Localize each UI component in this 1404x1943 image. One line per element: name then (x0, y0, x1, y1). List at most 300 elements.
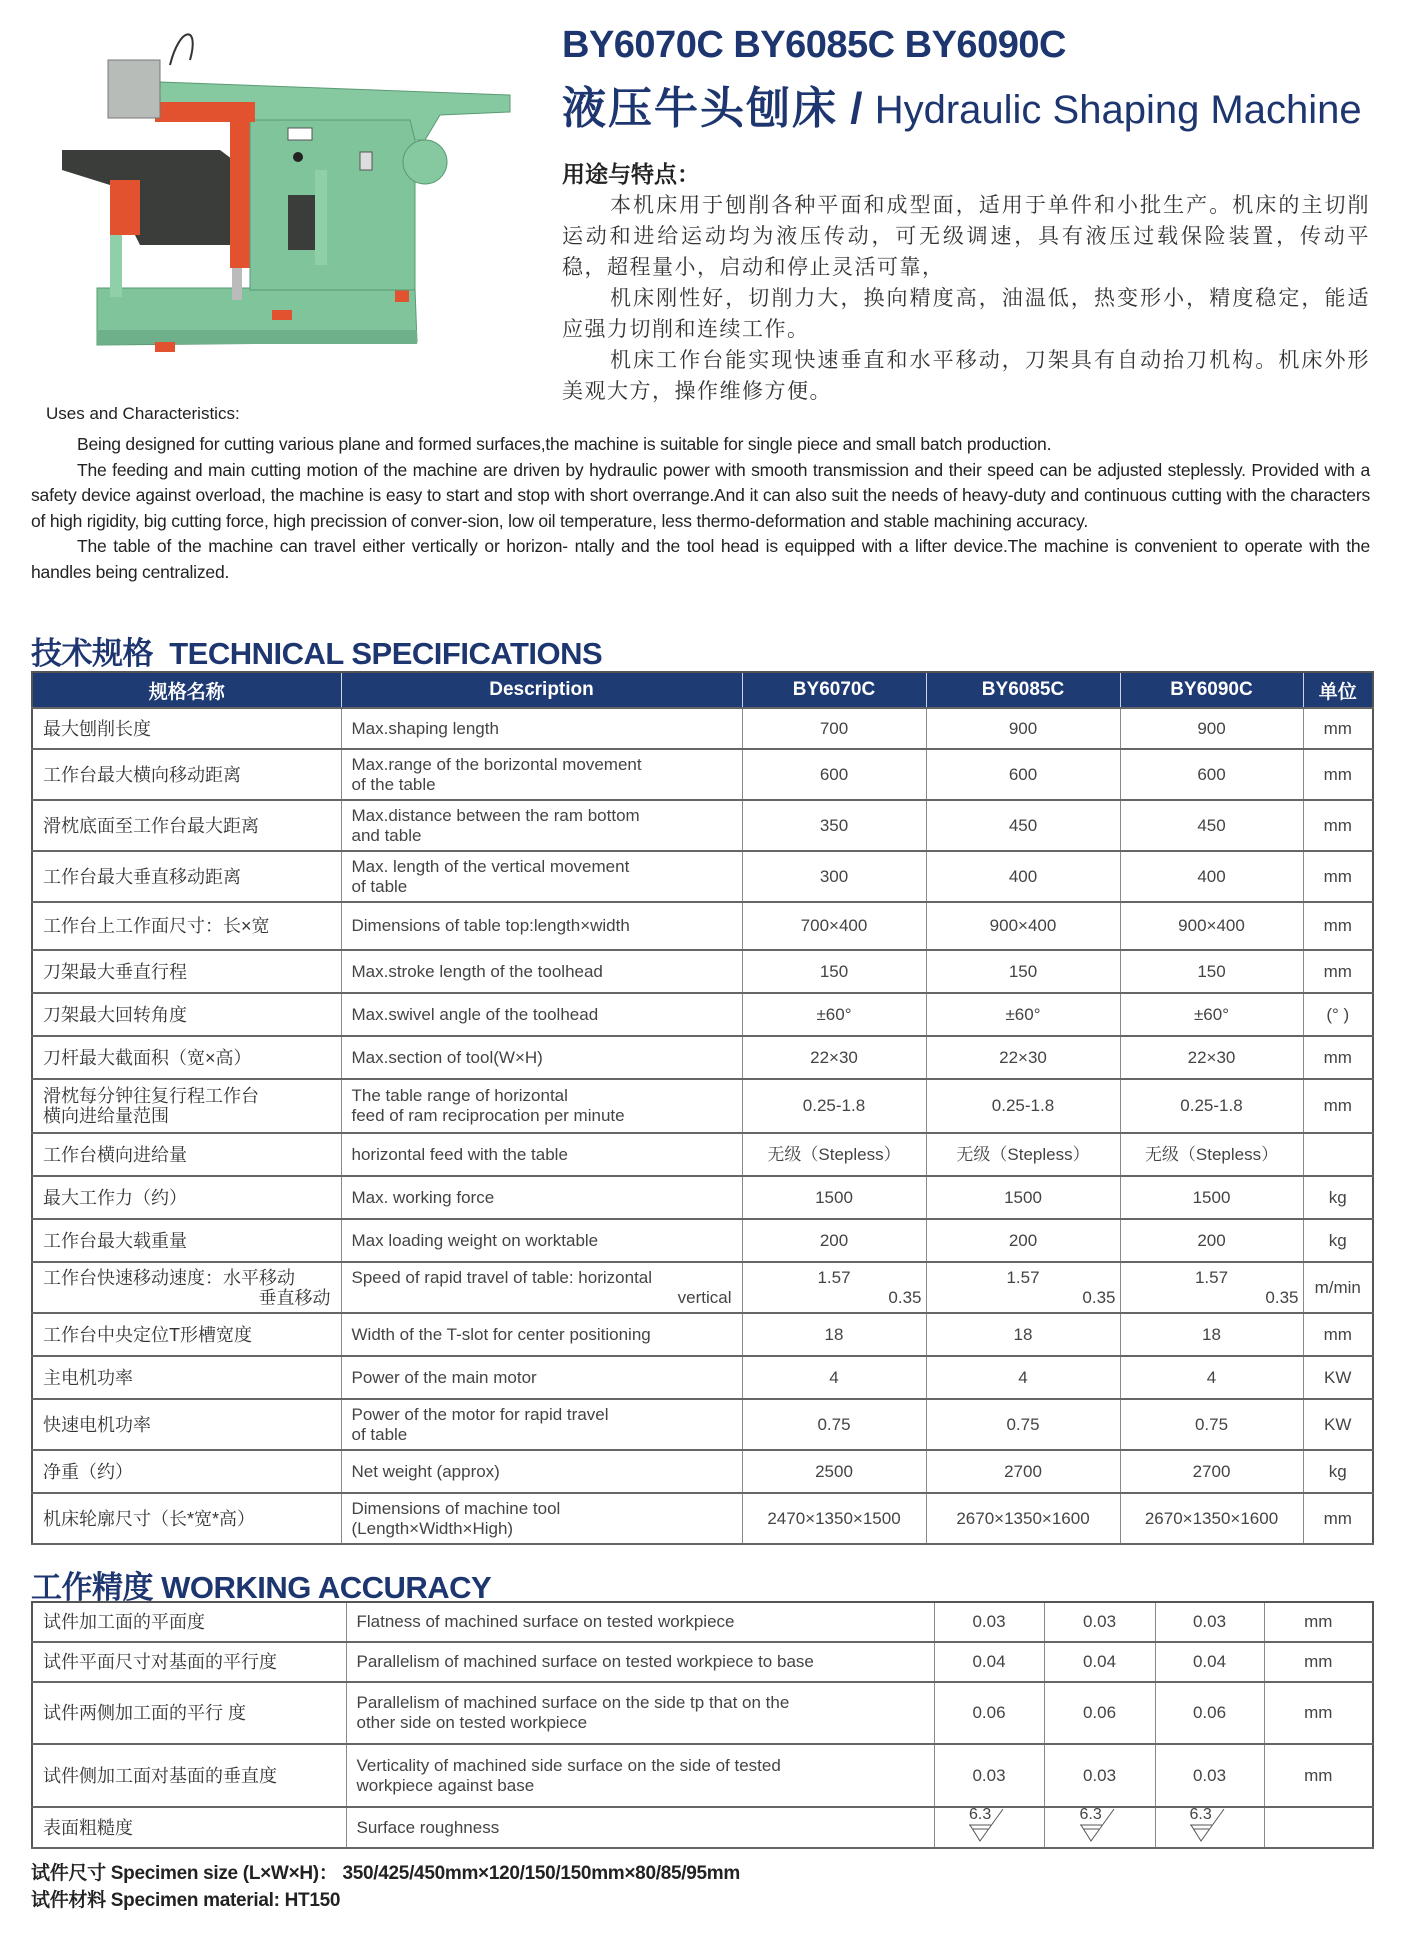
value-cell (1120, 902, 1303, 950)
value-cell-line: ±60° (1193, 1004, 1230, 1024)
column-header-description: Description (341, 672, 742, 708)
surface-roughness-symbol-icon (1078, 1808, 1122, 1842)
spec-name-cell (32, 1744, 346, 1807)
uses-heading-chinese: 用途与特点： (562, 161, 700, 187)
value-cell (926, 1219, 1120, 1262)
unit-cell-line: mm (1323, 815, 1352, 835)
description-cell (341, 1079, 742, 1133)
value-cell (926, 851, 1120, 902)
value-cell (926, 902, 1120, 950)
description-cell-line: Max.range of the borizontal movement (351, 754, 642, 774)
value-cell (1120, 1450, 1303, 1493)
value-cell-line: 1500 (1192, 1187, 1231, 1207)
table-row (32, 749, 1373, 800)
spec-name-cell (32, 993, 341, 1036)
value-cell-line: 2670×1350×1600 (1144, 1508, 1279, 1528)
description-cell-line: of table (351, 1424, 408, 1444)
table-header-row (32, 672, 1373, 708)
description-cell (341, 749, 742, 800)
unit-cell-line: mm (1323, 1096, 1352, 1115)
spec-name-cell (32, 1356, 341, 1399)
table-row (32, 708, 1373, 749)
description-cell-line: Power of the main motor (351, 1367, 537, 1387)
unit-cell-line: KW (1324, 1367, 1352, 1387)
value-cell-line: 2670×1350×1600 (956, 1508, 1090, 1528)
value-cell-line: 200 (1197, 1230, 1226, 1250)
value-cell (742, 902, 926, 950)
unit-cell (1303, 1262, 1373, 1313)
spec-name-cell-line: 工作台最大横向移动距离 (43, 764, 241, 785)
unit-cell (1303, 993, 1373, 1036)
spec-name-cell (32, 800, 341, 851)
heading-chinese: 工作精度 (31, 1570, 153, 1605)
value-cell (1120, 708, 1303, 749)
value-cell (926, 1399, 1120, 1450)
unit-cell-line: KW (1324, 1414, 1352, 1434)
spec-name-cell (32, 1399, 341, 1450)
unit-cell-line: mm (1323, 961, 1352, 981)
spec-name-cell (32, 1262, 341, 1313)
value-cell (742, 1313, 926, 1356)
value-cell (926, 1493, 1120, 1544)
spec-name-cell-line: 主电机功率 (43, 1367, 133, 1388)
value-cell (1120, 1356, 1303, 1399)
value-cell-line: 400 (1008, 866, 1038, 886)
spec-name-cell (32, 1682, 346, 1744)
description-cell-line: Max.distance between the ram bottom (351, 805, 640, 825)
value-cell-line: 4 (829, 1367, 839, 1387)
spec-name-cell (32, 1079, 341, 1133)
roughness-cell (1044, 1807, 1155, 1848)
value-cell-line: 0.35 (888, 1287, 922, 1307)
unit-cell (1303, 749, 1373, 800)
value-cell-line: 0.75 (1194, 1414, 1229, 1434)
description-cell (341, 1262, 742, 1313)
value-cell (934, 1682, 1044, 1744)
title-chinese: 液压牛头刨床 (562, 84, 838, 133)
spec-name-cell-line: 快速电机功率 (43, 1414, 151, 1435)
description-cell-line: Max. length of the vertical movement (351, 856, 630, 876)
spec-name-cell-line: 最大工作力（约） (43, 1187, 187, 1208)
surface-roughness-symbol-icon (1188, 1808, 1232, 1842)
spec-name-cell-line: 净重（约） (43, 1461, 133, 1482)
description-cell-line: workpiece against base (356, 1775, 535, 1795)
unit-cell (1264, 1602, 1373, 1642)
roughness-value: 6.3 (1189, 1806, 1212, 1823)
value-cell-line: 700×400 (800, 916, 868, 935)
table-row (32, 1807, 1373, 1848)
column-header-by6090c: BY6090C (1120, 672, 1303, 708)
table-row (32, 1313, 1373, 1356)
unit-cell-line: mm (1323, 1047, 1352, 1067)
table-row (32, 1450, 1373, 1493)
spec-name-cell (32, 708, 341, 749)
value-cell (1120, 1313, 1303, 1356)
value-cell-line: 700 (819, 718, 849, 738)
description-cell (341, 1133, 742, 1176)
value-cell-line: 0.06 (1192, 1703, 1227, 1722)
description-cell (346, 1744, 934, 1807)
value-cell (742, 708, 926, 749)
table-row (32, 1602, 1373, 1642)
value-cell (934, 1602, 1044, 1642)
uses-body-english (31, 432, 1370, 585)
table-row (32, 1262, 1373, 1313)
spec-name-cell-line: 试件侧加工面对基面的垂直度 (43, 1765, 277, 1786)
unit-cell (1264, 1744, 1373, 1807)
value-cell (1120, 1133, 1303, 1176)
unit-cell (1303, 1176, 1373, 1219)
roughness-cell (1155, 1807, 1264, 1848)
description-cell-line: Parallelism of machined surface on tested workpiece to base (356, 1652, 814, 1671)
description-cell-line: Power of the motor for rapid travel (351, 1404, 609, 1424)
column-header-spec-name: 规格名称 (32, 672, 341, 708)
value-cell (1120, 1079, 1303, 1133)
unit-cell (1303, 800, 1373, 851)
value-cell-line: 0.04 (1192, 1652, 1227, 1671)
unit-cell (1303, 950, 1373, 993)
column-header-by6085c: BY6085C (926, 672, 1120, 708)
value-cell (1120, 800, 1303, 851)
unit-cell-line: mm (1323, 1508, 1352, 1528)
title-english: Hydraulic Shaping Machine (874, 88, 1362, 132)
spec-name-cell-line: 试件平面尺寸对基面的平行度 (43, 1652, 277, 1672)
spec-name-cell (32, 1602, 346, 1642)
table-row (32, 902, 1373, 950)
table-row (32, 1642, 1373, 1682)
heading-chinese: 技术规格 (31, 636, 153, 671)
table-row (32, 1744, 1373, 1807)
value-cell-line: ±60° (1005, 1004, 1041, 1024)
value-cell-line: 0.06 (1082, 1703, 1117, 1722)
heading-english: TECHNICAL SPECIFICATIONS (169, 636, 603, 671)
description-cell (346, 1807, 934, 1848)
value-cell (1120, 1262, 1303, 1313)
table-row (32, 993, 1373, 1036)
table-row (32, 1176, 1373, 1219)
value-cell-line: 0.75 (1006, 1414, 1040, 1434)
roughness-cell (934, 1807, 1044, 1848)
unit-cell (1303, 1036, 1373, 1079)
value-cell-line: 600 (1008, 764, 1038, 784)
technical-specifications-heading (31, 628, 602, 673)
unit-cell-line: mm (1323, 916, 1352, 935)
value-cell-line: 无级（Stepless） (956, 1144, 1090, 1164)
value-cell-line: 0.03 (1192, 1765, 1227, 1785)
spec-name-cell (32, 749, 341, 800)
description-cell-line: vertical (677, 1287, 732, 1307)
specimen-size: 试件尺寸 Specimen size (L×W×H)： 350/425/450mm×120/150/150mm×80/85/95mm (31, 1863, 740, 1884)
value-cell-line: 350 (819, 815, 849, 835)
page-title (562, 72, 1362, 136)
unit-cell (1303, 1399, 1373, 1450)
value-cell-line: 0.03 (972, 1612, 1006, 1631)
value-cell (742, 800, 926, 851)
heading-english: WORKING ACCURACY (161, 1570, 492, 1605)
unit-cell (1303, 1450, 1373, 1493)
uses-body-chinese (562, 190, 1370, 407)
value-cell-line: 0.35 (1082, 1287, 1116, 1307)
value-cell (926, 749, 1120, 800)
value-cell (934, 1642, 1044, 1682)
spec-name-cell-line: 工作台最大垂直移动距离 (43, 866, 241, 887)
uses-paragraph: 机床刚性好，切削力大，换向精度高，油温低，热变形小，精度稳定，能适应强力切削和连续工作。 (562, 287, 1370, 341)
value-cell (742, 851, 926, 902)
description-cell (341, 800, 742, 851)
value-cell-line: 2700 (1004, 1461, 1042, 1481)
description-cell (341, 708, 742, 749)
unit-cell (1303, 1356, 1373, 1399)
table-row (32, 800, 1373, 851)
unit-cell (1303, 851, 1373, 902)
description-cell (341, 1493, 742, 1544)
description-cell-line: Parallelism of machined surface on the side tp that on the (356, 1693, 790, 1712)
table-row (32, 1356, 1373, 1399)
description-cell-line: Max.section of tool(W×H) (351, 1047, 543, 1067)
spec-name-cell-line: 工作台中央定位T形槽宽度 (43, 1324, 252, 1345)
value-cell (1155, 1744, 1264, 1807)
spec-name-cell-line: 滑枕每分钟往复行程工作台 (43, 1086, 259, 1106)
value-cell-line: 1.57 (1006, 1267, 1040, 1287)
value-cell-line: 0.03 (1082, 1765, 1117, 1785)
value-cell (1155, 1642, 1264, 1682)
unit-cell (1303, 708, 1373, 749)
unit-cell (1303, 902, 1373, 950)
uses-paragraph: 机床工作台能实现快速垂直和水平移动，刀架具有自动抬刀机构。机床外形美观大方，操作维修方便。 (562, 349, 1370, 403)
unit-cell (1264, 1642, 1373, 1682)
description-cell-line: Speed of rapid travel of table: horizontal (351, 1267, 653, 1287)
value-cell-line: 2500 (815, 1461, 853, 1481)
unit-cell (1264, 1807, 1373, 1848)
value-cell-line: 300 (819, 866, 849, 886)
specimen-material: 试件材料 Specimen material: HT150 (31, 1890, 341, 1911)
description-cell-line: of the table (351, 774, 436, 794)
description-cell-line: Max.swivel angle of the toolhead (351, 1004, 599, 1024)
value-cell (742, 1262, 926, 1313)
unit-cell-line: mm (1323, 1324, 1352, 1344)
value-cell (742, 1079, 926, 1133)
value-cell (1044, 1602, 1155, 1642)
uses-paragraph: 本机床用于刨削各种平面和成型面，适用于单件和小批生产。机床的主切削运动和进给运动均为液压传动，可无级调速，具有液压过载保险装置，传动平稳，超程量小，启动和停止灵活可靠， (562, 194, 1370, 279)
description-cell (346, 1602, 934, 1642)
spec-name-cell-line: 工作台横向进给量 (43, 1144, 187, 1165)
value-cell (742, 1219, 926, 1262)
technical-specifications-table (31, 671, 1374, 1545)
value-cell (1120, 749, 1303, 800)
description-cell-line: feed of ram reciprocation per minute (351, 1106, 625, 1125)
value-cell-line: 0.25-1.8 (802, 1096, 866, 1115)
description-cell-line: of table (351, 876, 408, 896)
spec-name-cell (32, 1642, 346, 1682)
value-cell (926, 1133, 1120, 1176)
value-cell-line: 22×30 (810, 1047, 858, 1067)
value-cell (742, 1493, 926, 1544)
working-accuracy-table (31, 1601, 1374, 1849)
value-cell (926, 800, 1120, 851)
unit-cell-line: kg (1328, 1230, 1347, 1250)
spec-name-cell-line: 表面粗糙度 (43, 1817, 133, 1838)
value-cell (1044, 1744, 1155, 1807)
unit-cell (1303, 1493, 1373, 1544)
unit-cell (1303, 1133, 1373, 1176)
value-cell-line: 900 (1008, 718, 1038, 738)
value-cell (1155, 1682, 1264, 1744)
value-cell-line: 0.25-1.8 (1180, 1096, 1243, 1115)
hydraulic-shaping-machine-image (40, 20, 540, 360)
value-cell-line: 450 (1197, 815, 1226, 835)
spec-name-cell (32, 1133, 341, 1176)
table-row (32, 1079, 1373, 1133)
value-cell-line: 900 (1197, 718, 1226, 738)
unit-cell-line: mm (1323, 866, 1352, 886)
value-cell-line: 18 (1013, 1324, 1033, 1344)
spec-name-cell (32, 1219, 341, 1262)
description-cell-line: (Length×Width×High) (351, 1518, 514, 1538)
spec-name-cell-line: 垂直移动 (258, 1287, 331, 1308)
value-cell (926, 1262, 1120, 1313)
value-cell (1120, 1493, 1303, 1544)
unit-cell-line: mm (1323, 718, 1352, 738)
description-cell-line: Max loading weight on worktable (351, 1230, 599, 1250)
value-cell (1120, 851, 1303, 902)
value-cell-line: 0.04 (1082, 1652, 1117, 1671)
value-cell (926, 1036, 1120, 1079)
unit-cell (1303, 1079, 1373, 1133)
description-cell (341, 1036, 742, 1079)
unit-cell-line: mm (1304, 1612, 1333, 1631)
description-cell (346, 1682, 934, 1744)
value-cell (1044, 1682, 1155, 1744)
description-cell (341, 993, 742, 1036)
spec-name-cell (32, 1807, 346, 1848)
value-cell-line: 1500 (815, 1187, 853, 1207)
unit-cell-line: kg (1328, 1461, 1347, 1481)
value-cell-line: 0.03 (972, 1765, 1006, 1785)
description-cell-line: Dimensions of table top:length×width (351, 916, 630, 935)
spec-name-cell-line: 横向进给量范围 (43, 1106, 169, 1126)
value-cell-line: 1500 (1004, 1187, 1042, 1207)
description-cell-line: and table (351, 825, 422, 845)
value-cell-line: 0.04 (972, 1652, 1006, 1671)
value-cell (1155, 1602, 1264, 1642)
description-cell (341, 1313, 742, 1356)
table-row (32, 1493, 1373, 1544)
description-cell-line: Net weight (approx) (351, 1461, 500, 1481)
table-row (32, 1133, 1373, 1176)
spec-name-cell-line: 工作台最大载重量 (43, 1230, 187, 1251)
value-cell-line: 2700 (1192, 1461, 1231, 1481)
spec-name-cell (32, 1450, 341, 1493)
spec-name-cell (32, 1176, 341, 1219)
value-cell-line: ±60° (816, 1004, 852, 1024)
value-cell-line: 900×400 (1178, 916, 1245, 935)
roughness-value: 6.3 (1079, 1806, 1102, 1823)
description-cell (346, 1642, 934, 1682)
value-cell-line: 200 (819, 1230, 849, 1250)
description-cell-line: Flatness of machined surface on tested workpiece (356, 1612, 735, 1631)
value-cell-line: 2470×1350×1500 (767, 1508, 901, 1528)
value-cell (926, 1176, 1120, 1219)
unit-cell (1303, 1219, 1373, 1262)
spec-name-cell-line: 刀杆最大截面积（宽×高） (43, 1047, 252, 1068)
table-row (32, 1682, 1373, 1744)
unit-cell-line: mm (1304, 1652, 1333, 1671)
spec-name-cell-line: 机床轮廓尺寸（长*宽*高） (43, 1508, 256, 1529)
column-header-by6070c: BY6070C (742, 672, 926, 708)
value-cell (1120, 1176, 1303, 1219)
table-row (32, 851, 1373, 902)
column-header-unit: 单位 (1303, 672, 1373, 708)
description-cell-line: Verticality of machined side surface on the side of tested (356, 1755, 781, 1775)
uses-paragraph: Being designed for cutting various plane and formed surfaces,the machine is suitable for single piece and small batch production. (77, 434, 1052, 454)
description-cell (341, 950, 742, 993)
value-cell (1120, 993, 1303, 1036)
unit-cell-line: mm (1304, 1703, 1333, 1722)
spec-name-cell-line: 最大刨削长度 (43, 718, 151, 739)
spec-name-cell (32, 851, 341, 902)
description-cell-line: Surface roughness (356, 1817, 500, 1837)
value-cell-line: 0.03 (1192, 1612, 1227, 1631)
value-cell (742, 1176, 926, 1219)
uses-heading-english: Uses and Characteristics: (46, 404, 240, 423)
description-cell (341, 1450, 742, 1493)
spec-name-cell-line: 滑枕底面至工作台最大距离 (43, 815, 259, 836)
title-separator: / (838, 84, 875, 133)
value-cell (926, 1450, 1120, 1493)
value-cell-line: 150 (1008, 961, 1038, 981)
value-cell-line: 150 (1197, 961, 1226, 981)
value-cell-line: 0.75 (817, 1414, 851, 1434)
value-cell-line: 600 (819, 764, 849, 784)
description-cell-line: horizontal feed with the table (351, 1144, 568, 1164)
spec-name-cell (32, 1493, 341, 1544)
description-cell-line: Width of the T-slot for center positioning (351, 1324, 651, 1344)
spec-name-cell-line: 工作台上工作面尺寸：长×宽 (43, 916, 270, 936)
description-cell (341, 902, 742, 950)
value-cell-line: 200 (1008, 1230, 1038, 1250)
value-cell (926, 1079, 1120, 1133)
value-cell (742, 1399, 926, 1450)
description-cell (341, 1356, 742, 1399)
value-cell-line: 600 (1197, 764, 1226, 784)
spec-name-cell-line: 刀架最大回转角度 (43, 1004, 187, 1025)
value-cell (742, 1356, 926, 1399)
value-cell-line: 22×30 (1187, 1047, 1236, 1067)
value-cell-line: 0.25-1.8 (991, 1096, 1055, 1115)
value-cell (926, 1356, 1120, 1399)
value-cell (742, 1133, 926, 1176)
value-cell-line: 1.57 (1194, 1267, 1229, 1287)
description-cell-line: other side on tested workpiece (356, 1713, 588, 1732)
uses-paragraph: The table of the machine can travel either vertically or horizon- ntally and the tool head is equipped with a lifter device.The machine is convenient to operate with the handles being centralized. (31, 536, 1370, 582)
table-row (32, 950, 1373, 993)
table-row (32, 1399, 1373, 1450)
model-numbers: BY6070C BY6085C BY6090C (562, 24, 1066, 66)
description-cell-line: The table range of horizontal (351, 1086, 568, 1105)
value-cell (1044, 1642, 1155, 1682)
value-cell-line: 无级（Stepless） (767, 1144, 901, 1164)
spec-name-cell-line: 试件加工面的平面度 (43, 1612, 205, 1632)
value-cell-line: 4 (1206, 1367, 1217, 1387)
value-cell-line: 无级（Stepless） (1144, 1144, 1279, 1164)
description-cell (341, 1399, 742, 1450)
value-cell-line: 0.06 (972, 1703, 1006, 1722)
value-cell (742, 749, 926, 800)
value-cell (934, 1744, 1044, 1807)
value-cell-line: 18 (824, 1324, 844, 1344)
value-cell-line: 900×400 (989, 916, 1057, 935)
value-cell-line: 4 (1018, 1367, 1028, 1387)
